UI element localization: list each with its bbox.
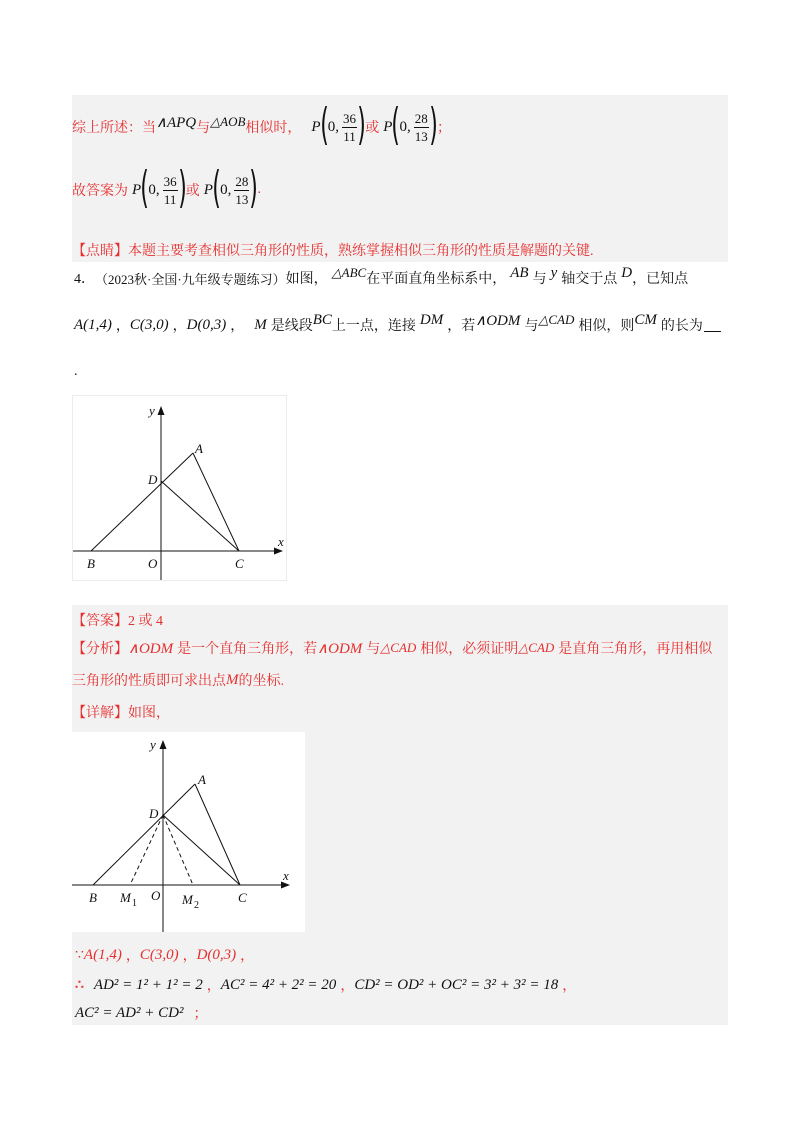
point-p-first-answer [311, 99, 366, 150]
fraction [414, 112, 429, 143]
fraction [163, 175, 178, 206]
segment-ba [93, 784, 195, 885]
fraction-numerator: 36 [163, 173, 177, 189]
question-text: 如图， [285, 272, 328, 287]
equation-ad-squared: AD² = 1² + 1² = 2 [93, 976, 203, 993]
point-d-coord: D(0,3) [196, 946, 237, 963]
question-text: 相似，则 [578, 319, 635, 334]
solution-figure [72, 732, 305, 932]
answer-line: 【答案】2 或 4 [72, 614, 163, 629]
segment-dm1-dashed [130, 815, 163, 885]
point-a-label: A [198, 772, 206, 787]
final-answer-end: . [257, 182, 262, 197]
equation-pythagoras: AC² = AD² + CD² [75, 1004, 184, 1021]
question-text: 轴交于点 [561, 272, 618, 287]
segment-dm: DM [419, 311, 444, 328]
question-text: ，已知点 [632, 272, 689, 287]
analysis-text: 是一个直角三角形，若 [177, 642, 318, 657]
question-text: 在平面直角坐标系中， [366, 272, 507, 287]
paren-close: ) [357, 99, 366, 150]
point-name: P [132, 181, 142, 198]
y-axis-arrow [160, 740, 167, 749]
fraction-denominator: 11 [163, 191, 177, 207]
origin-label: O [148, 556, 158, 571]
equation-cd-squared: CD² = OD² + OC² = 3² + 3² = 18 [354, 976, 559, 993]
solution-block [72, 605, 728, 1025]
conclusion-with: 与 [196, 121, 211, 136]
coordinate-diagram-with-m [72, 732, 305, 932]
point-d-label: D [148, 472, 158, 487]
question-text: ，若 [447, 319, 476, 334]
segment-bc: BC [312, 311, 332, 328]
fraction-numerator: 28 [414, 110, 428, 126]
analysis-text: 与 [366, 642, 381, 657]
point-a-coord: A(1,4) [74, 316, 112, 333]
question-source: （2023秋·全国·九年级专题练习） [95, 271, 286, 287]
point-x: 0, [220, 181, 232, 198]
analysis-line-1 [72, 638, 712, 658]
conclusion-prefix: 综上所述：当 [72, 121, 156, 136]
point-a-coord: A(1,4) [83, 946, 122, 963]
triangle-cad: △CAD [380, 640, 417, 655]
key-point-line: 【点睛】本题主要考查相似三角形的性质，熟练掌握相似三角形的性质是解题的关键. [72, 244, 594, 259]
conclusion-end: ； [436, 121, 451, 136]
paren-close: ) [429, 99, 438, 150]
fraction-denominator: 13 [235, 191, 249, 207]
point-name: P [311, 118, 321, 135]
point-x: 0, [399, 118, 411, 135]
separator: ， [340, 979, 355, 994]
final-answer-or: 或 [185, 184, 200, 199]
segment-dm2-dashed [163, 815, 193, 885]
analysis-tag: 【分析】 [72, 642, 128, 657]
y-axis-label: y [150, 737, 156, 752]
conclusion-or: 或 [365, 121, 380, 136]
point-a-label: A [195, 441, 203, 456]
point-b-label: B [89, 890, 97, 905]
separator: ， [172, 319, 187, 334]
point-d-label: D [149, 806, 159, 821]
paren-close: ) [249, 162, 259, 213]
paren-open: ( [391, 99, 401, 150]
question-line-1 [74, 264, 689, 288]
separator: ， [240, 949, 255, 964]
segment-ac [193, 453, 239, 551]
separator: ， [182, 949, 197, 964]
summary-conclusion-line [72, 97, 451, 157]
segment-dc [163, 815, 240, 885]
separator: ， [230, 319, 245, 334]
paren-close: ) [177, 162, 187, 213]
axis-y: y [550, 264, 558, 281]
given-points-line [75, 945, 254, 965]
point-m: M [226, 671, 239, 688]
y-axis-label: y [149, 403, 155, 418]
segment-ab: AB [510, 264, 529, 281]
analysis-text: 的坐标. [238, 674, 284, 689]
point-p-second-answer [203, 162, 259, 213]
triangle-odm: ∧ODM [475, 312, 521, 329]
point-m1-label: M [120, 890, 131, 905]
separator: ， [206, 979, 221, 994]
analysis-text: 三角形的性质即可求出点 [72, 674, 226, 689]
analysis-text: 相似，必须证明 [420, 642, 519, 657]
point-m1-subscript: 1 [132, 898, 137, 909]
point-c-label: C [238, 890, 247, 905]
separator: ， [115, 319, 130, 334]
point-c-coord: C(3,0) [139, 946, 179, 963]
fraction-denominator: 13 [414, 128, 428, 144]
question-figure [72, 395, 287, 581]
line-end: ； [193, 1007, 208, 1022]
point-p-second-answer [383, 99, 438, 150]
point-name: P [383, 118, 393, 135]
question-line-3: . [74, 364, 78, 379]
equation-ac-squared: AC² = 4² + 2² = 20 [220, 976, 337, 993]
point-m2-label: M [182, 892, 193, 907]
fraction [234, 175, 249, 206]
analysis-text: 是直角三角形，再用相似 [558, 642, 713, 657]
paren-open: ( [140, 162, 150, 213]
because-symbol: ∵ [75, 947, 84, 963]
triangle-apq: ∧APQ [156, 114, 197, 131]
fraction [342, 112, 357, 143]
therefore-symbol: ∴ [75, 977, 84, 993]
conclusion-similar: 相似时， [245, 121, 302, 136]
question-text: 的长为 [660, 319, 703, 334]
detail-line: 【详解】如图， [72, 706, 170, 721]
squared-lengths-line [75, 975, 576, 995]
question-number: 4． [74, 272, 95, 287]
question-text: 上一点，连接 [331, 319, 416, 334]
segment-ac [195, 784, 240, 885]
triangle-abc: △ABC [331, 265, 367, 280]
point-d: D [621, 264, 633, 281]
separator: ， [562, 979, 577, 994]
point-c-label: C [235, 556, 244, 571]
x-axis-label: x [283, 868, 289, 883]
point-d-coord: D(0,3) [186, 316, 227, 333]
triangle-cad: △CAD [518, 640, 555, 655]
paren-open: ( [319, 99, 329, 150]
x-axis-label: x [278, 534, 284, 549]
question-text: 与 [532, 272, 547, 287]
triangle-odm: ∧ODM [128, 640, 174, 657]
separator: ， [125, 949, 140, 964]
y-axis-arrow [158, 406, 165, 415]
triangle-odm: ∧ODM [317, 640, 363, 657]
fraction-numerator: 36 [343, 110, 357, 126]
segment-dc [161, 481, 239, 551]
question-text: 与 [524, 319, 539, 334]
segment-cm: CM [634, 311, 657, 328]
point-x: 0, [148, 181, 160, 198]
triangle-aob: △AOB [210, 114, 246, 129]
point-c-coord: C(3,0) [129, 316, 169, 333]
fraction-denominator: 11 [343, 128, 356, 144]
final-answer-prefix: 故答案为 [72, 184, 128, 199]
segment-ba [91, 453, 193, 551]
point-b-label: B [87, 556, 95, 571]
final-answer-line [72, 162, 261, 218]
analysis-line-2 [72, 670, 284, 690]
summary-block [72, 95, 728, 262]
pythagoras-line [75, 1003, 207, 1023]
point-name: P [203, 181, 213, 198]
coordinate-diagram [73, 396, 286, 580]
point-m: M [254, 316, 267, 333]
paren-open: ( [212, 162, 221, 213]
triangle-cad: △CAD [538, 312, 575, 327]
question-text: 是线段 [270, 319, 313, 334]
fraction-numerator: 28 [235, 173, 249, 189]
question-line-2 [74, 313, 721, 337]
answer-blank [704, 318, 721, 332]
point-p-first-answer [132, 162, 187, 213]
origin-label: O [151, 888, 161, 903]
point-x: 0, [327, 118, 340, 135]
point-m2-subscript: 2 [194, 900, 199, 911]
